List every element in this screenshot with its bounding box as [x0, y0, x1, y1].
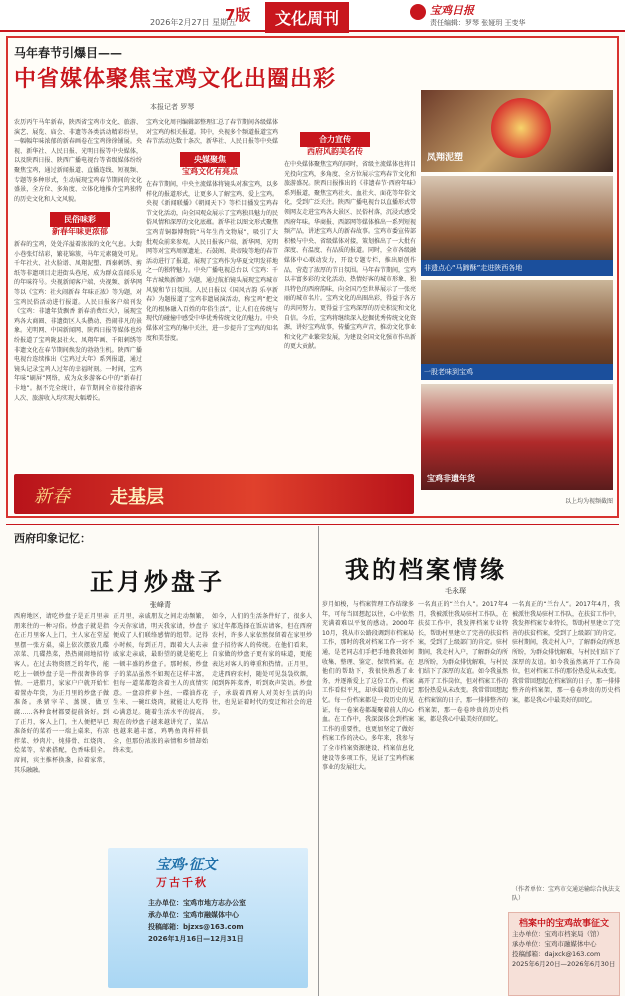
- archive-line-4: 2025年6月20日—2026年6月30日: [512, 960, 616, 968]
- article3-title: 我的档案情缘: [345, 556, 507, 584]
- promo-title: 宝鸡·征文: [156, 857, 217, 873]
- archive-line-3: 投稿邮箱：dajxck@163.com: [512, 950, 601, 958]
- feature-col-3: 在中央媒体聚焦宝鸡的同时，省级主流媒体也将目光投向宝鸡，多角度、全方位展示宝鸡春节文化和旅游盛况。陕西日报推出的《非遗春节·西府年味》系列报道，聚焦宝鸡社火、血社火、面花等年俗文化，受到广泛关注。陕西广播电视台以直播形式带领网友走进宝鸡各大景区、民俗村落，沉浸式感受西府年味。华商报、西部网等媒体推出一系列短视频产品，讲述宝鸡人的新春故事。宝鸡市委宣传部积极与中央、省级媒体对接，策划推出了一大批有深度、有温度、有品质的报道。同时，全市各级融媒体中心联动发力，开设专题专栏，推出原创作品，营造了浓厚的节日氛围。马年春节期间，宝鸡以丰富多彩的文化活动、热情好客的城市形象、独具特色的西府韵味，向全国乃至世界展示了一张亮丽的城市名片。宝鸡文化的出圈出彩，得益于各方的共同努力，更得益于宝鸡深厚的历史积淀和文化自信。今后，宝鸡将继续深入挖掘优秀传统文化资源，讲好宝鸡故事，传播宝鸡声音，推动文化事业和文化产业繁荣发展，为建设全国文化强市作出新的更大贡献。: [284, 161, 416, 351]
- promo-subtitle: 万古千秋: [156, 876, 208, 889]
- feature-col-1: 新春的宝鸡，处处洋溢着浓浓的文化气息。大街小巷张灯结彩，繁花锦簇，马年元素随处可见。千年社火、社火脸谱、凤翔泥塑、西秦刺绣、剪纸等非遗项目走进街头巷尾，成为群众喜闻乐见的年味符号。央视新闻客户端、央视频、新华网等以《宝鸡：社火闹新春 年味正浓》等为题，对宝鸡民俗活动进行报道。人民日报客户端刊发《宝鸡：非遗年货飘香 新春消费红火》，展现宝鸡各大商圈、非遗街区人头攒动、热闹非凡的景象。光明网、中国新闻网、陕西日报等媒体也纷纷报道了宝鸡陇县社火、凤翔年画、千阳刺绣等非遗文化在春节期间焕发的勃勃生机。陕西广播电视台连续推出《宝鸡过大年》系列报道，通过镜头记录宝鸡人过年的幸福时刻。一时间，宝鸡年味“刷屏”网络，成为众多游客心中的“新春打卡地”。据不完全统计，春节期间全市接待游客人次、旅游收入均实现大幅增长。: [14, 241, 142, 402]
- article3-byline: 毛永琛: [445, 587, 466, 595]
- feature-col-2: 在春节期间，中央主流媒体将镜头对准宝鸡，以多样化的报道形式，让更多人了解宝鸡、爱上宝鸡。央视《新闻联播》《朝闻天下》等栏目播发宝鸡春节文化活动，向全国观众展示了宝鸡独具魅力的民俗风情和深厚的文化底蕴。新华社以图文形式聚焦宝鸡青铜器博物院“马年生肖文物展”，吸引了大批观众前来参观。人民日报客户端、新华网、光明网等对宝鸡周原遗址、石鼓阁、炎帝陵等地的春节活动进行了报道，展现了宝鸡作为华夏文明发祥地之一的独特魅力。中央广播电视总台以《宝鸡：千年古城焕新颜》为题，通过航拍镜头展现宝鸡城市风貌和节日氛围。人民日报以《国风古韵 乐享新春》为题报道了宝鸡非遗展演活动，称宝鸡“把文化的根脉融入百姓的年俗生活”，让人们在传统与现代的碰撞中感受中华优秀传统文化的魅力。中央媒体对宝鸡的集中关注，进一步提升了宝鸡的知名度和美誉度。: [146, 181, 278, 342]
- feature-intro: 农历丙午马年新春，陕西省宝鸡市文化、旅游、演艺、展览、庙会、非遗等各类活动精彩纷呈，一幅幅年味浓郁的新春画卷在宝鸡徐徐铺展。央视、新华社、人民日报、光明日报等中央媒体，以及陕西日报、陕西广播电视台等省级媒体纷纷聚焦宝鸡，通过新闻报道、直播连线、短视频、专题等多种形式，生动展现宝鸡春节期间的文化盛景，全方位、多角度、立体化地推介宝鸡独特的历史文化和人文风貌。: [14, 119, 142, 203]
- clay-tiger-icon: [491, 98, 551, 158]
- essay-promo-box: [108, 848, 308, 988]
- photo-caption-3: 一股老味到宝鸡: [421, 364, 613, 380]
- section-title: 文化周刊: [265, 2, 349, 33]
- page-number: 7版: [225, 6, 251, 24]
- photo-caption-1: 凤翔泥塑: [427, 153, 464, 163]
- page-header: [0, 0, 625, 32]
- brand-logo-icon: [410, 4, 426, 20]
- photo-credit: 以上均为视频截图: [564, 498, 613, 505]
- author-note: （作者单位：宝鸡市交通运输综合执法支队）: [512, 886, 621, 902]
- article2-col-1: 西府地区，请吃炒盘子是正月里亲朋来往的一种习俗。炒盘子就是指在正月里客人上门，主人家在堂屋里摆一张方桌，桌上依次摆放几碟凉菜、几碟热菜，热热闹闹地招待客人。在过去物资匮乏的年代，能吃上一顿炒盘子是一件很奢侈的事情。一进腊月，家家户户就开始忙着置办年货，为正月里的炒盘子做准备。杀猪宰羊、蒸馍、做豆腐……各种食材都要提前备好。到了正月，客人上门，主人便把早已准备好的菜肴一一端上桌来，有凉拌菜、炒肉片、炖排骨、红烧肉、烩菜等，荤素搭配，色香味俱全。席间，宾主推杯换盏，拉着家常，其乐融融。: [14, 613, 109, 774]
- article3-col-1: 岁月如梭，与档案管理工作结缘多年，可每当回想起以往，心中依然充满着难以平复的感动。2000年10月，我从市公路段调到市档案局工作，那时的我对档案工作一窍不通，是老同志们手把手地教我如何收集、整理、鉴定、保管档案。在他们的帮助下，我很快熟悉了业务，并逐渐爱上了这份工作。档案工作看似平凡，却承载着历史的记忆。每一份档案都是一段历史的见证，每一卷案卷都凝聚着前人的心血。在工作中，我深深体会到档案工作的重要性，也更加坚定了做好档案工作的决心。多年来，我参与了全市档案资源建设、档案信息化建设等多项工作，见证了宝鸡档案事业的发展壮大。: [322, 601, 414, 772]
- archive-line-2: 承办单位：宝鸡市融媒体中心: [512, 940, 597, 948]
- column-divider: [318, 526, 319, 996]
- promo-line-2: 承办单位：宝鸡市融媒体中心: [148, 911, 239, 919]
- article2-byline: 张峰青: [150, 601, 171, 609]
- subhead-label-2: 央媒聚焦: [180, 152, 240, 167]
- subhead-sub-1: 新春年味更浓郁: [52, 227, 108, 236]
- brand-name: 宝鸡日报: [430, 4, 474, 17]
- article3-col-2: 一名真正的“兰台人”。2017年4月，我被派往我局驻村工作队，在扶贫工作中，我发挥档案专业特长，帮助村里建立了完善的扶贫档案，受到了上级部门的肯定。驻村期间，我走村入户，了解群众的所思所盼，为群众排忧解难，与村民们结下了深厚的友谊。如今我虽然离开了工作岗位，但对档案工作的那份热爱从未改变。我常常回想起在档案馆的日子，那一排排整齐的档案架，那一卷卷珍贵的历史档案，都是我心中最美好的回忆。: [418, 601, 508, 724]
- editors-line: 责任编辑：罗琴 张娅玥 王变华: [430, 19, 526, 27]
- archive-essay-heading: 档案中的宝鸡故事征文: [518, 919, 609, 929]
- feature-col-2a: 宝鸡文化周刊编辑部整理汇总了春节期间各级媒体对宝鸡的相关报道。其中，央视多个频道报道宝鸡春节活动达数十条次，新华社、人民日报等中央媒: [146, 119, 278, 146]
- issue-date: 2026年2月27日 星期五: [150, 18, 237, 27]
- section-divider: [6, 524, 619, 525]
- photo-new-year-goods: [421, 384, 613, 490]
- subhead-sub-3: 西府风韵美名传: [307, 147, 363, 156]
- banner-text: 走基层: [110, 487, 164, 508]
- archive-essay-box: [508, 912, 620, 996]
- photo-caption-4: 宝鸡非遗年货: [427, 474, 475, 483]
- photo-old-flavor: [421, 280, 613, 380]
- photo-column: [421, 90, 613, 510]
- feature-kicker: 马年春节引爆目——: [14, 46, 123, 60]
- subhead-label-1: 民俗味彩: [50, 212, 110, 227]
- promo-line-1: 主办单位：宝鸡市地方志办公室: [148, 899, 246, 907]
- article2-col-3: 如今，人们的生活条件好了，很多人家过年都选择在饭店请客，但在西府农村，许多人家依然保留着在家里炒盘子招待客人的传统。在他们看来，自家做的炒盘子更有家的味道，更能表达对客人的尊重和热情。正月里，走进西府农村，随处可见袅袅炊烟，闻到阵阵菜香，听到欢声笑语。炒盘子，承载着西府人对美好生活的向往，也见证着时代的变迁和社会的进步。: [212, 613, 312, 716]
- article2-col-2: 正月里，亲戚朋友之间走动频繁，今天你家请，明天我家请，炒盘子便成了人们联络感情的纽带。记得小时候，每到正月，跟着大人去亲戚家走亲戚，最盼望的就是能吃上一顿丰盛的炒盘子。那时候，炒盘子的菜品虽然不如现在这样丰富，但每一道菜都饱含着主人的真情实意。一盘凉拌萝卜丝、一碟油炸花生米、一碗红烧肉，就能让人吃得心满意足。随着生活水平的提高，现在的炒盘子越来越讲究了，菜品也越来越丰富，鸡鸭鱼肉样样俱全，但那份浓浓的亲情和乡情却始终未变。: [113, 613, 208, 755]
- photo-clay-sculpture: [421, 90, 613, 172]
- article3-col-3: 一名真正的“兰台人”。2017年4月，我被派往我局驻村工作队，在扶贫工作中，我发挥档案专业特长，帮助村里建立了完善的扶贫档案，受到了上级部门的肯定。驻村期间，我走村入户，了解群众的所思所盼，为群众排忧解难，与村民们结下了深厚的友谊。如今我虽然离开了工作岗位，但对档案工作的那份热爱从未改变。我常常回想起在档案馆的日子，那一排排整齐的档案架，那一卷卷珍贵的历史档案，都是我心中最美好的回忆。: [512, 601, 620, 704]
- archive-line-1: 主办单位：宝鸡市档案局（馆）: [512, 930, 603, 938]
- spring-banner: [14, 474, 414, 514]
- banner-left-text: 新春: [34, 486, 70, 507]
- subhead-sub-2: 宝鸡文化有亮点: [182, 167, 238, 176]
- feature-byline: 本报记者 罗琴: [150, 103, 195, 111]
- photo-caption-2: 非遗点心“马蹄酥”走进陕西各地: [421, 260, 613, 276]
- feature-headline: 中省媒体聚焦宝鸡文化出圈出彩: [14, 67, 337, 92]
- subhead-label-3: 合力宣传: [300, 132, 370, 147]
- photo-pastry: [421, 176, 613, 276]
- article2-title: 正月炒盘子: [90, 568, 225, 596]
- article2-kicker: 西府印象记忆：: [14, 532, 91, 545]
- promo-line-3: 投稿邮箱：bjzxs@163.com: [148, 923, 244, 931]
- promo-line-4: 2026年1月16日—12月31日: [148, 935, 244, 943]
